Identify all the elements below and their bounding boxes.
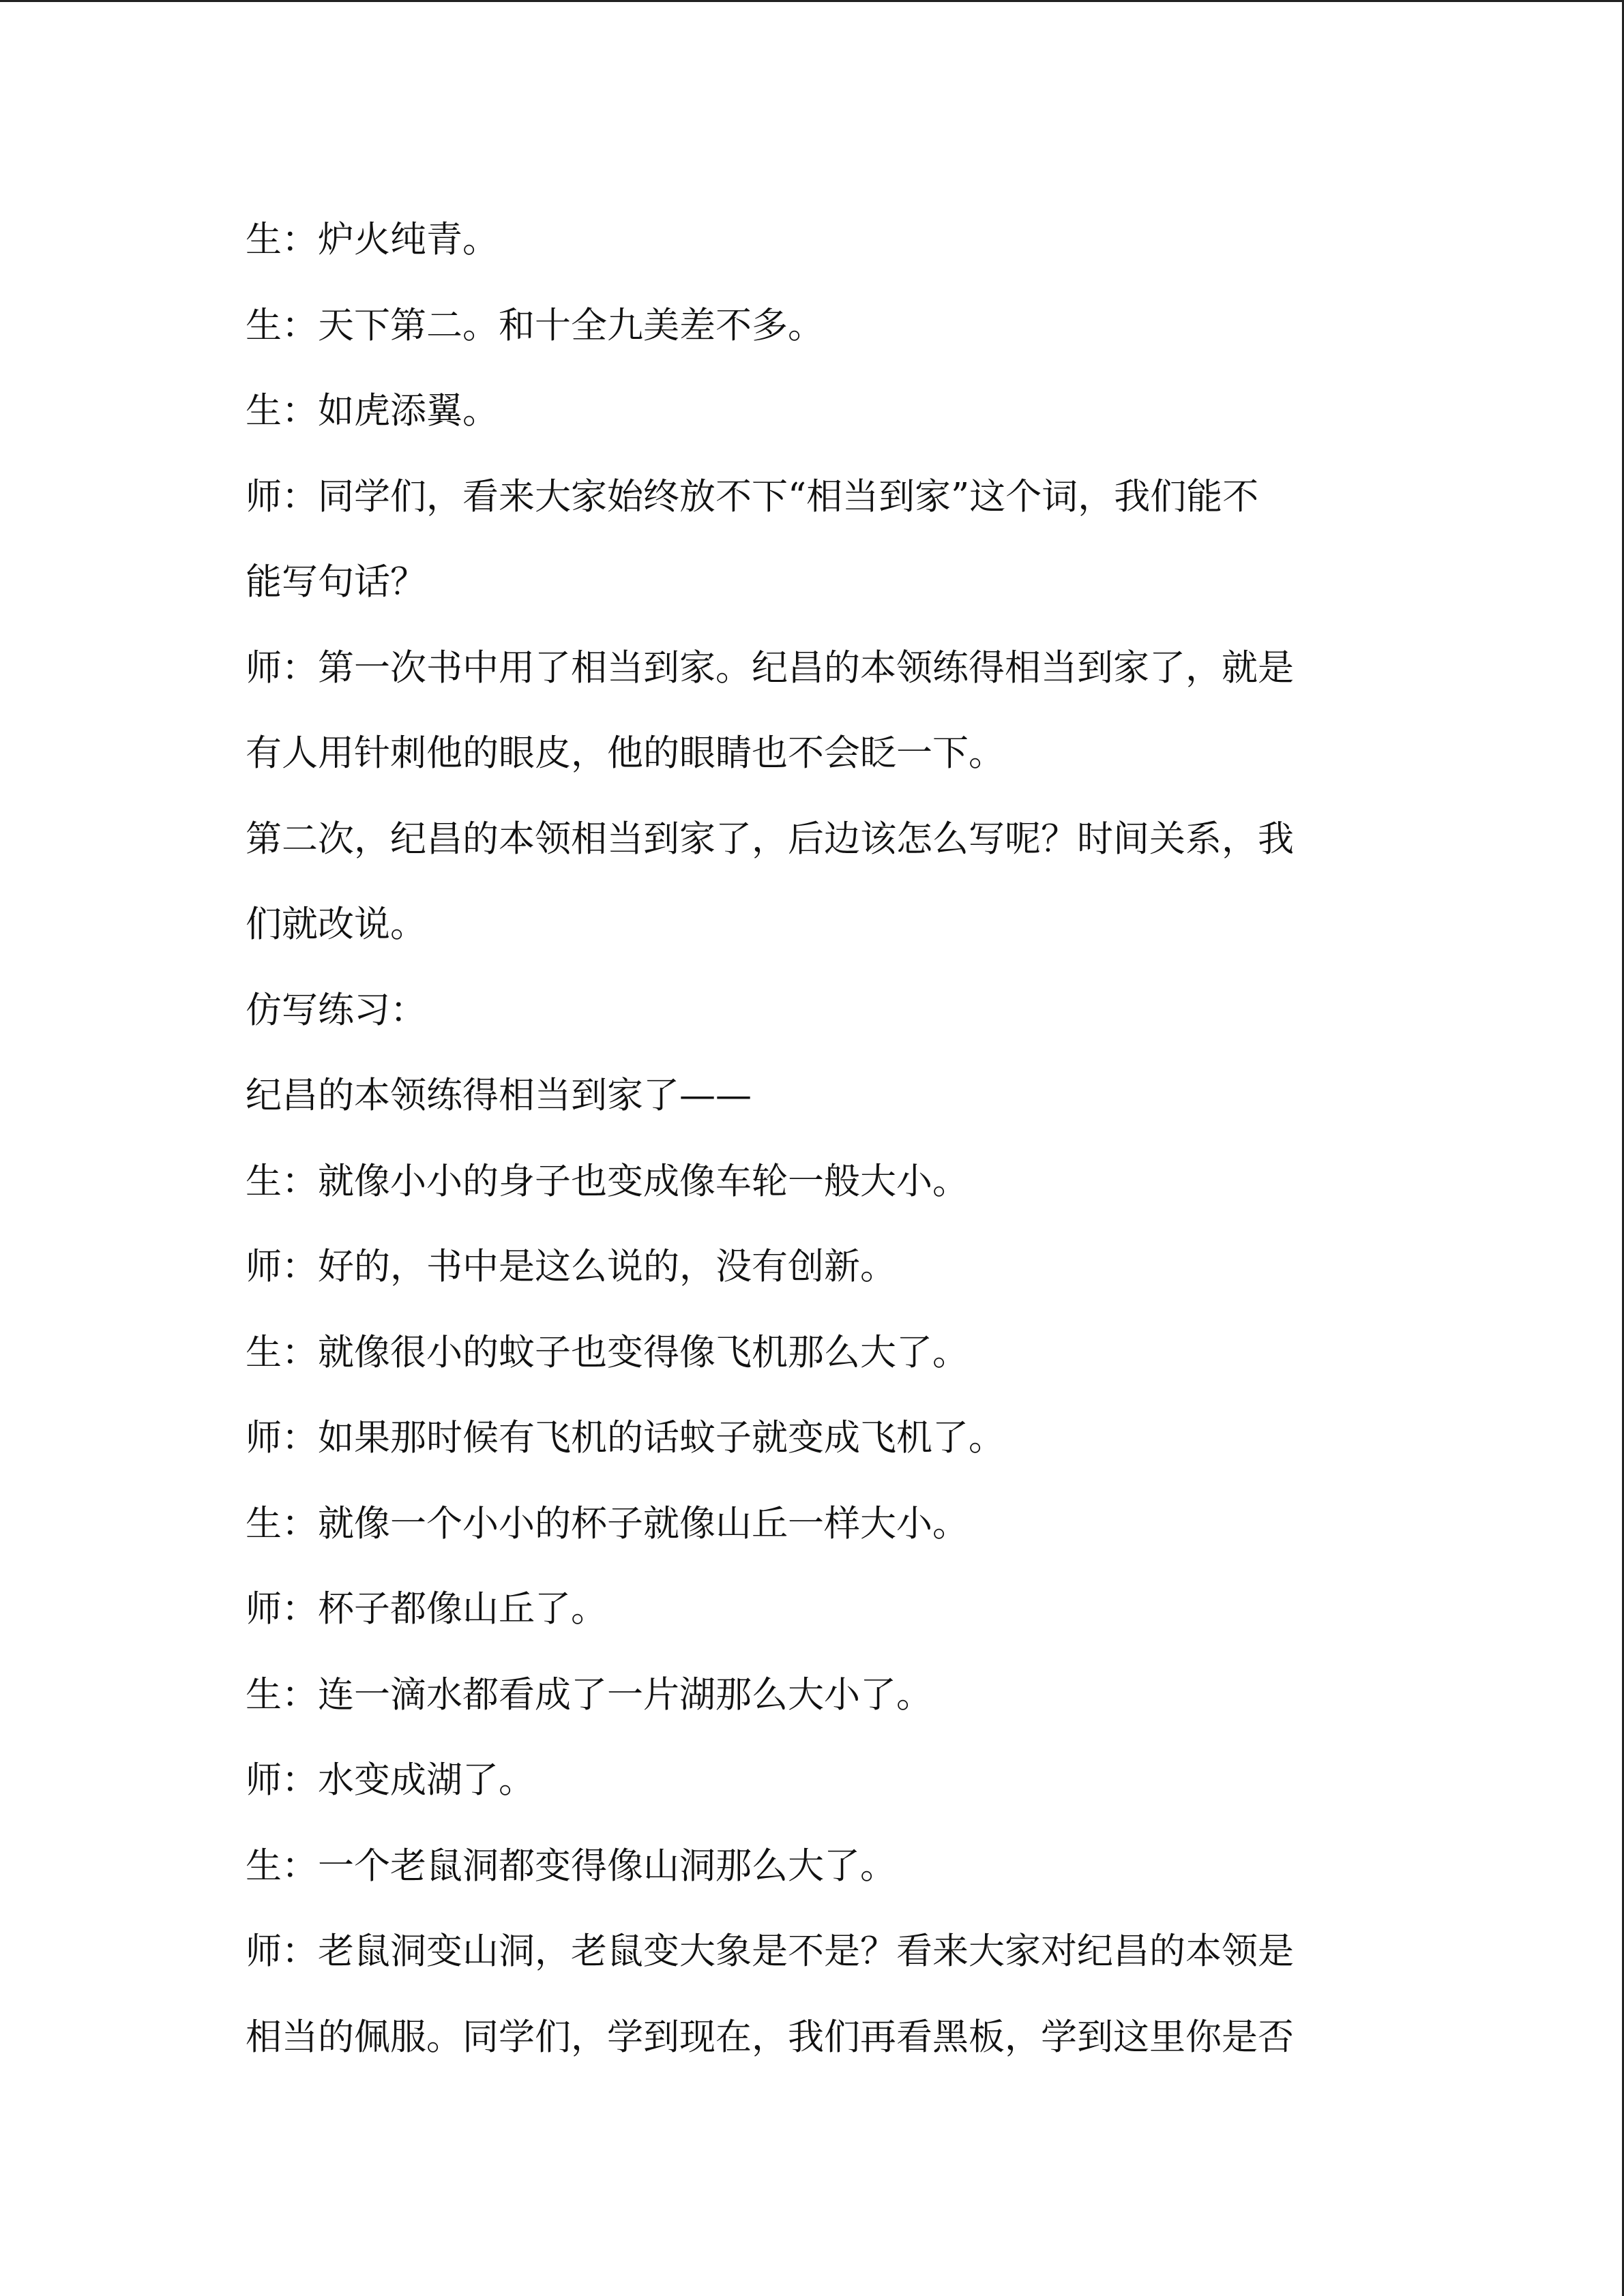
- document-body: [246, 206, 1391, 2089]
- text-line: 生：连一滴水都看成了一片湖那么大小了。: [246, 1673, 932, 1716]
- text-line: 生：炉火纯青。: [246, 219, 499, 260]
- text-line: 师：第一次书中用了相当到家。纪昌的本领练得相当到家了，就是: [246, 646, 1294, 689]
- text-line: 第二次，纪昌的本领相当到家了，后边该怎么写呢？时间关系，我: [246, 818, 1294, 860]
- text-line: 们就改说。: [246, 904, 426, 945]
- text-line: 能写句话？: [246, 561, 426, 603]
- text-line: 师：同学们，看来大家始终放不下“相当到家”这个词，我们能不: [246, 475, 1259, 518]
- text-line: 生：就像小小的身子也变成像车轮一般大小。: [246, 1160, 969, 1202]
- text-line: 相当的佩服。同学们，学到现在，我们再看黑板，学到这里你是否: [246, 2016, 1294, 2058]
- text-line: 师：老鼠洞变山洞，老鼠变大象是不是？看来大家对纪昌的本领是: [246, 1930, 1294, 1972]
- text-line: 师：水变成湖了。: [246, 1759, 535, 1801]
- text-line: 有人用针刺他的眼皮，他的眼睛也不会眨一下。: [246, 732, 1005, 774]
- text-line: 生：就像很小的蚊子也变得像飞机那么大了。: [246, 1331, 969, 1373]
- text-line: 仿写练习：: [246, 989, 426, 1031]
- text-line: 师：如果那时候有飞机的话蚊子就变成飞机了。: [246, 1417, 1005, 1459]
- text-line: 生：如虎添翼。: [246, 390, 499, 432]
- text-line: 纪昌的本领练得相当到家了——: [246, 1075, 752, 1116]
- text-line: 生：天下第二。和十全九美差不多。: [246, 304, 824, 346]
- text-line: 师：好的，书中是这么说的，没有创新。: [246, 1246, 896, 1287]
- text-line: 生：就像一个小小的杯子就像山丘一样大小。: [246, 1502, 969, 1545]
- text-line: 师：杯子都像山丘了。: [246, 1588, 607, 1630]
- text-line: 生：一个老鼠洞都变得像山洞那么大了。: [246, 1845, 896, 1887]
